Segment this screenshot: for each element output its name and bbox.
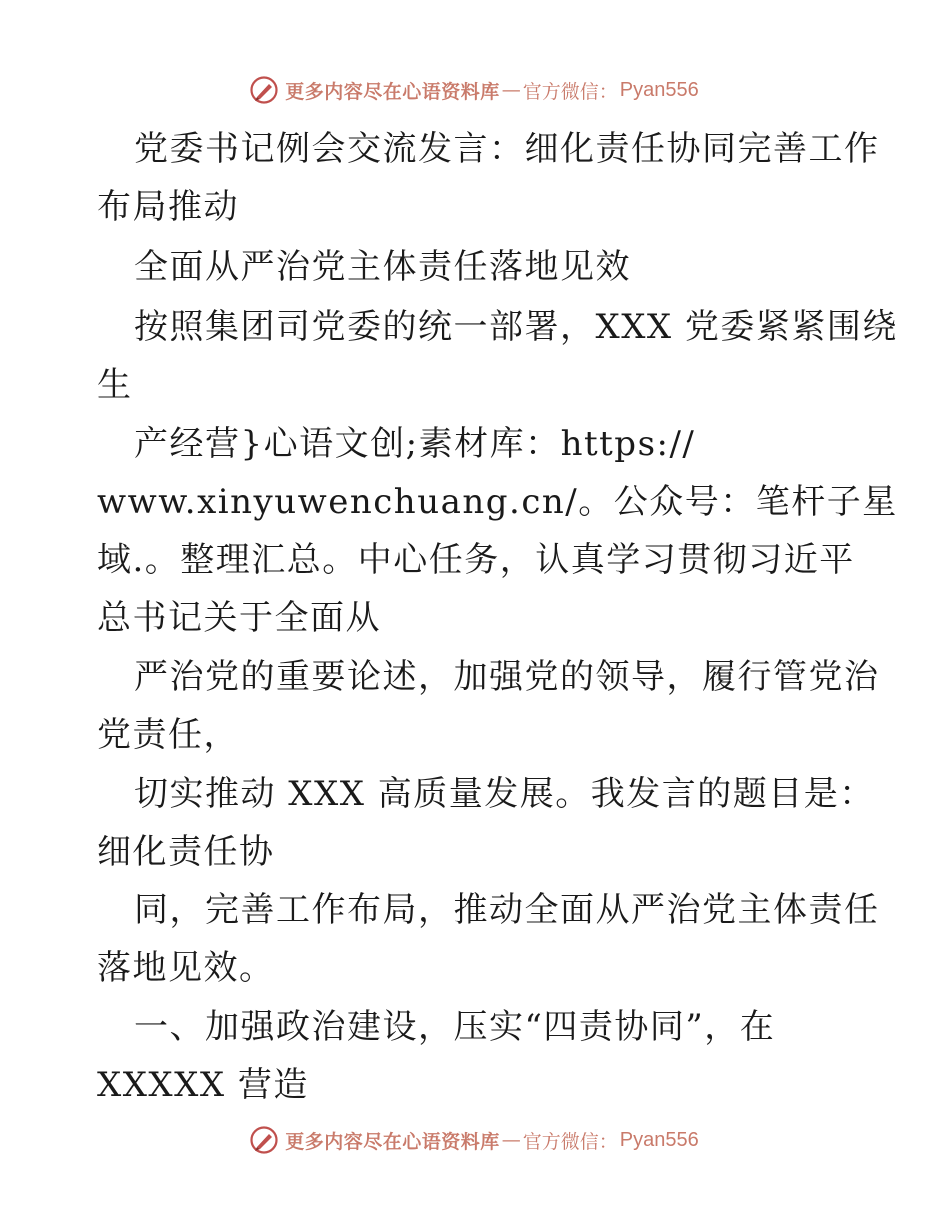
body-line: 严治党的重要论述，加强党的领导，履行管党治 bbox=[134, 657, 880, 697]
banner-wechat-id: Pyan556 bbox=[619, 1128, 699, 1151]
body-line: 细化责任协 bbox=[97, 832, 275, 872]
body-line: 同，完善工作布局，推动全面从严治党主体责任 bbox=[134, 890, 880, 930]
body-line: 切实推动 XXX 高质量发展。我发言的题目是： bbox=[134, 774, 875, 814]
banner-brand-text: 更多内容尽在心语资料库 bbox=[285, 80, 500, 103]
body-line: 总书记关于全面从 bbox=[97, 598, 381, 638]
body-line: 党委书记例会交流发言：细化责任协同完善工作 bbox=[134, 129, 880, 169]
body-line: 落地见效。 bbox=[97, 948, 275, 988]
pen-circle-logo-icon bbox=[249, 1125, 279, 1155]
body-line: XXXXX 营造 bbox=[97, 1065, 309, 1105]
body-line: 党责任， bbox=[97, 715, 239, 755]
banner-brand-text: 更多内容尽在心语资料库 bbox=[285, 1130, 500, 1153]
body-line: 全面从严治党主体责任落地见效 bbox=[134, 247, 631, 287]
body-line: 产经营}心语文创;素材库：https:// bbox=[134, 424, 696, 464]
banner-wechat-id: Pyan556 bbox=[619, 78, 699, 101]
banner-separator: — bbox=[501, 79, 521, 101]
banner-wechat-label: 官方微信： bbox=[522, 80, 618, 103]
banner-separator: — bbox=[501, 1129, 521, 1151]
body-line: 域.。整理汇总。中心任务，认真学习贯彻习近平 bbox=[97, 540, 855, 580]
body-line: 按照集团司党委的统一部署，XXX 党委紧紧围绕 bbox=[134, 307, 898, 347]
banner-wechat-label: 官方微信： bbox=[522, 1130, 618, 1153]
body-line: www.xinyuwenchuang.cn/。公众号：笔杆子星 bbox=[97, 482, 898, 522]
footer-banner bbox=[0, 1118, 950, 1162]
body-line: 一、加强政治建设，压实“四责协同”，在 bbox=[134, 1007, 776, 1047]
body-line: 生 bbox=[97, 365, 133, 405]
body-line: 布局推动 bbox=[97, 187, 239, 227]
